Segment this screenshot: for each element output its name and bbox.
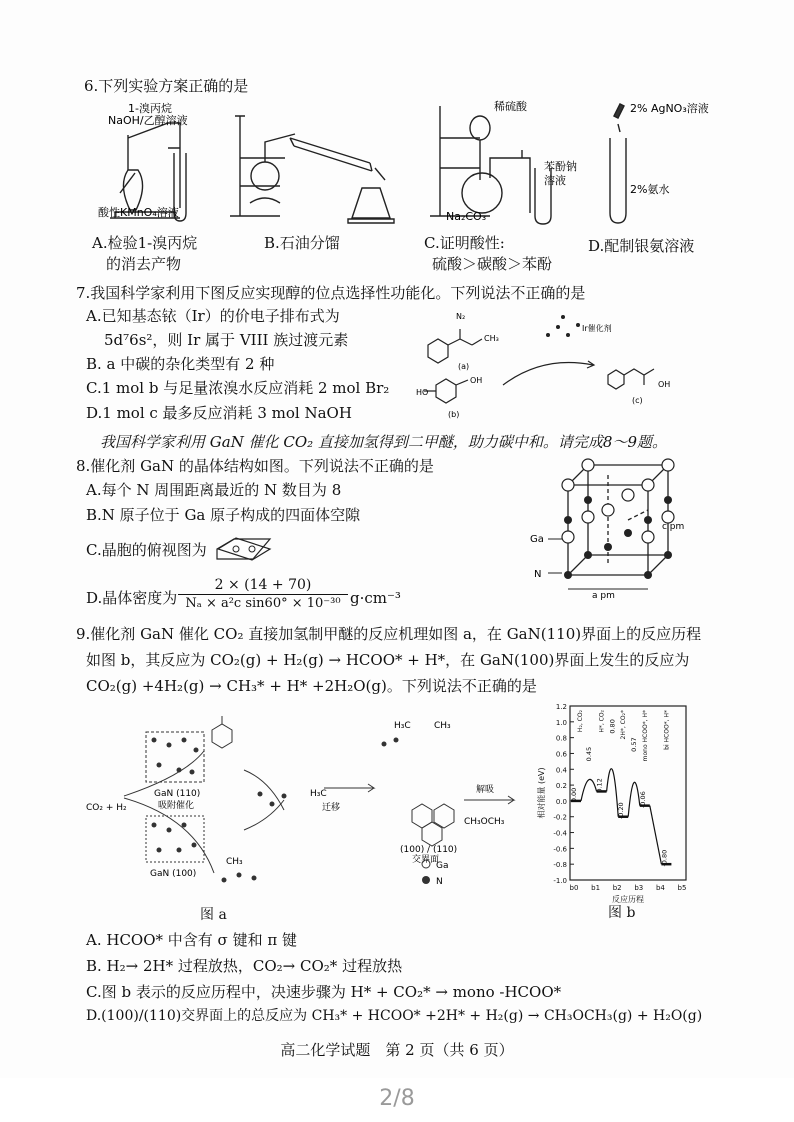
state-name-label: bi HCOO*, H*: [663, 710, 671, 750]
x-tick-label: b2: [612, 884, 622, 892]
fig-a-label-adsorb: 吸附催化: [158, 801, 195, 811]
transition-state-label: 0.45: [584, 746, 593, 762]
q6-option-b: B.石油分馏: [264, 234, 340, 252]
q6-d-label-1: 2% AgNO₃溶液: [630, 102, 709, 115]
x-tick-label: b5: [677, 884, 687, 892]
fig-a-label-gan110: GaN (110): [154, 789, 201, 799]
x-tick-label: b4: [655, 884, 665, 892]
q7-option-d: D.1 mol c 最多反应消耗 3 mol NaOH: [86, 404, 352, 422]
q8-option-d-prefix: D.晶体密度为: [86, 589, 178, 607]
transition-state-label: 0.57: [630, 737, 638, 752]
fig-a-label-interface: (100) / (110): [400, 845, 458, 855]
energy-level-label: -0.80: [660, 849, 669, 867]
fig-a-label-desorb: 解吸: [476, 785, 495, 795]
energy-level-label: 0.12: [595, 778, 604, 793]
q9-figure-a: [84, 700, 544, 920]
q7-fig-label-c: (c): [632, 396, 643, 405]
q8-density-unit: g·cm⁻³: [350, 589, 401, 607]
page-indicator: [0, 1078, 794, 1122]
q8-density-fraction: [178, 576, 348, 613]
q9-option-c: C.图 b 表示的反应历程中，决速步骤为 H* + CO₂* → mono -HCOO*: [86, 983, 562, 1001]
fig-a-label-gan100: GaN (100): [150, 869, 197, 879]
y-tick-label: 0.2: [555, 782, 567, 791]
y-tick-label: 1.0: [555, 718, 567, 727]
q8-top-view-rhombus: [214, 536, 274, 562]
q8-title: 8.催化剂 GaN 的晶体结构如图。下列说法不正确的是: [76, 457, 434, 475]
q7-fig-label-ho: HO: [416, 388, 429, 397]
fig-a-label-ga: Ga: [436, 861, 449, 871]
q9-option-d: D.(100)/(110)交界面上的总反应为 CH₃* + HCOO* +2H* + H₂(g) → CH₃OCH₃(g) + H₂O(g): [86, 1008, 703, 1024]
y-tick-label: 1.2: [555, 703, 567, 711]
q9-option-b: B. H₂→ 2H* 过程放热，CO₂→ CO₂* 过程放热: [86, 957, 403, 975]
page-indicator-text: 2/8: [379, 1086, 415, 1111]
fig-a-label-interface-2: 交界面: [412, 855, 440, 865]
q6-option-a: A.检验1-溴丙烷: [92, 234, 198, 252]
x-tick-label: b0: [569, 884, 579, 892]
q7-option-a-line2: 5d⁷6s²，则 Ir 属于 VIII 族过渡元素: [104, 331, 349, 349]
fig-a-label-migrate: 迁移: [322, 803, 341, 813]
q8-label-c: c pm: [662, 522, 685, 532]
q6-d-label-2: 2%氨水: [630, 183, 670, 196]
q7-option-b: B. a 中碳的杂化类型有 2 种: [86, 355, 275, 373]
q6-a-label-3: 酸性KMnO₄溶液: [98, 206, 179, 219]
y-tick-label: 0.8: [555, 734, 567, 743]
q6-option-c: C.证明酸性:: [424, 234, 505, 252]
page-footer: 高二化学试题 第 2 页（共 6 页）: [280, 1041, 514, 1059]
state-name-label: mono HCOO*, H*: [641, 710, 649, 762]
state-name-label: H₂, CO₂: [577, 710, 584, 733]
q7-fig-label-catalyst: Ir催化剂: [582, 324, 612, 333]
q7-fig-label-oh: OH: [470, 376, 483, 385]
q8-density-denominator: Nₐ × a²c sin60° × 10⁻³⁰: [185, 596, 341, 611]
y-tick-label: -1.0: [553, 877, 567, 885]
q7-option-c: C.1 mol b 与足量浓溴水反应消耗 2 mol Br₂: [86, 379, 390, 397]
x-tick-label: b3: [634, 884, 644, 892]
x-axis-label: 反应历程: [612, 895, 644, 904]
q6-c-label-2: 苯酚钠: [544, 160, 577, 173]
fig-a-label-ch3: CH₃: [226, 857, 243, 867]
y-tick-label: -0.6: [553, 845, 567, 854]
fig-a-caption: 图 a: [200, 907, 227, 923]
q8-crystal-structure: [528, 455, 698, 600]
fig-a-label-h3c-top: H₃C: [394, 721, 411, 731]
q7-fig-label-a: (a): [458, 362, 470, 371]
q8-option-c: C.晶胞的俯视图为: [86, 541, 207, 559]
y-tick-label: -0.4: [553, 829, 567, 838]
q6-option-a-line2: 的消去产物: [106, 255, 182, 273]
energy-level-label: -0.06: [638, 791, 647, 809]
y-tick-label: 0.0: [555, 797, 567, 806]
y-tick-label: 0.6: [555, 750, 567, 759]
q8-label-n: N: [534, 569, 542, 580]
q8-9-intro: 我国科学家利用 GaN 催化 CO₂ 直接加氢得到二甲醚，助力碳中和。请完成8～9题。: [100, 433, 668, 451]
q6-option-c-line2: 硫酸＞碳酸＞苯酚: [432, 255, 553, 273]
q7-reaction-figure: [408, 305, 708, 425]
q7-fig-label-oh2: OH: [658, 380, 671, 389]
q9-line-2: 如图 b，其反应为 CO₂(g) + H₂(g) → HCOO* + H*，在 GaN(100)界面上发生的反应为: [86, 651, 690, 669]
y-tick-label: 0.4: [555, 766, 567, 775]
q6-title: 6.下列实验方案正确的是: [84, 77, 249, 95]
q6-option-d: D.配制银氨溶液: [588, 237, 695, 255]
q9-line-1: 9.催化剂 GaN 催化 CO₂ 直接加氢制甲醚的反应机理如图 a，在 GaN(110)界面上的反应历程: [76, 625, 702, 643]
q7-fig-label-n2: N₂: [456, 312, 466, 321]
q6-a-label-1: 1-溴丙烷: [128, 102, 172, 115]
y-tick-label: -0.2: [553, 813, 567, 822]
transition-state-label: 0.80: [608, 719, 617, 734]
q7-option-a: A.已知基态铱（Ir）的价电子排布式为: [86, 307, 340, 325]
state-name-label: 2H*, CO₂*: [620, 710, 628, 740]
q8-density-numerator: 2 × (14 + 70): [178, 576, 348, 595]
q8-label-a: a pm: [592, 591, 615, 601]
q6-c-label-4: Na₂CO₃: [446, 210, 487, 223]
q6-c-label-3: 溶液: [544, 174, 566, 187]
fig-a-label-n: N: [436, 877, 443, 887]
q9-figure-b-chart: [534, 700, 694, 906]
reaction-path-segment: [650, 806, 662, 865]
q8-label-ga: Ga: [530, 534, 544, 545]
x-tick-label: b1: [591, 884, 601, 892]
q8-option-b: B.N 原子位于 Ga 原子构成的四面体空隙: [86, 506, 361, 524]
fig-a-label-h3c-left: H₃C: [310, 789, 327, 799]
state-name-label: H*, CO₂: [598, 710, 606, 733]
energy-level-label: -0.20: [617, 802, 626, 820]
y-tick-label: -0.8: [553, 861, 567, 870]
q6-apparatus-figure: [90, 98, 709, 238]
q6-a-label-2: NaOH/乙醇溶液: [108, 114, 188, 127]
y-axis-label: 相对能量 (eV): [537, 767, 546, 819]
fig-a-label-product: CH₃OCH₃: [464, 817, 505, 827]
q9-option-a: A. HCOO* 中含有 σ 键和 π 键: [86, 931, 297, 949]
q7-fig-label-ch3: CH₃: [484, 334, 499, 343]
q7-title: 7.我国科学家利用下图反应实现醇的位点选择性功能化。下列说法不正确的是: [76, 284, 586, 302]
fig-b-caption: 图 b: [608, 905, 636, 921]
q9-line-3: CO₂(g) +4H₂(g) → CH₃* + H* +2H₂O(g)。下列说法不正确的是: [86, 677, 537, 695]
fig-a-label-ch3-top: CH₃: [434, 721, 451, 731]
energy-level-label: 0.00: [570, 787, 578, 803]
fig-a-label-reactants: CO₂ + H₂: [86, 803, 127, 813]
q6-c-label-1: 稀硫酸: [494, 100, 527, 113]
reaction-path-segment: [581, 779, 597, 801]
q8-option-a: A.每个 N 周围距离最近的 N 数目为 8: [86, 481, 342, 499]
q7-fig-label-b: (b): [448, 410, 460, 419]
